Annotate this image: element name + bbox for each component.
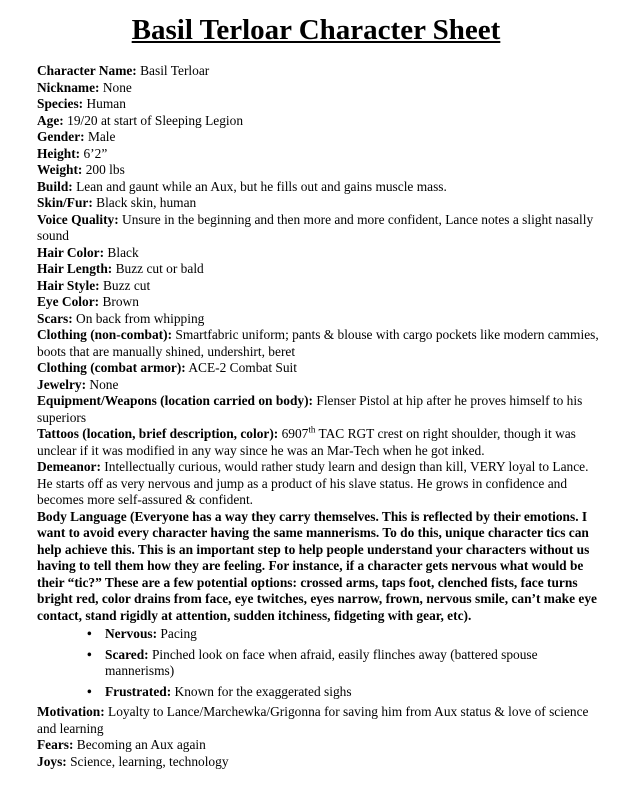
field-value: Loyalty to Lance/Marchewka/Grigonna for saving him from Aux status & love of science and learning: [37, 704, 589, 736]
field-row: [37, 129, 607, 146]
field-row: [37, 294, 607, 311]
field-value: Pinched look on face when afraid, easily flinches away (battered spouse mannerisms): [105, 646, 538, 678]
field-row: [37, 146, 607, 163]
field-label: Jewelry:: [37, 376, 87, 392]
field-label: Frustrated:: [105, 683, 172, 699]
field-row: [37, 63, 607, 80]
field-label: Scars:: [37, 310, 73, 326]
field-value: Black: [104, 244, 139, 260]
field-row: [37, 393, 607, 426]
field-label: Demeanor:: [37, 459, 101, 474]
field-row: [37, 245, 607, 262]
top-fields: [37, 63, 607, 426]
field-label: Scared:: [105, 646, 149, 662]
field-row: [37, 360, 607, 377]
field-label: Eye Color:: [37, 294, 100, 309]
field-label: Equipment/Weapons (location carried on body):: [37, 393, 314, 408]
field-label: Nickname:: [37, 79, 100, 95]
field-row: [37, 96, 607, 113]
field-label: Nervous:: [105, 626, 158, 641]
field-row: [87, 684, 607, 701]
field-value: None: [99, 79, 132, 95]
field-label: Clothing (combat armor):: [37, 360, 186, 375]
field-value: Science, learning, technology: [66, 753, 229, 769]
field-label: Build:: [37, 178, 73, 194]
field-label: Height:: [37, 145, 81, 161]
field-value: 200 lbs: [82, 162, 125, 177]
field-label: Age:: [37, 112, 64, 128]
field-value: Becoming an Aux again: [73, 737, 206, 752]
field-label: Hair Color:: [37, 244, 105, 260]
field-label: Motivation:: [37, 704, 105, 719]
field-label: Fears:: [37, 737, 74, 752]
field-row: [37, 261, 607, 278]
field-label: Hair Length:: [37, 261, 113, 276]
field-row: [37, 737, 607, 754]
mannerism-list: [37, 626, 607, 700]
body-language-paragraph: Body Language (Everyone has a way they carry themselves. This is reflected by their emotions. I want to avoid every character having the same mannerisms. To do this, unique character tics can help achieve this. This is an important step to help people understand your characters without us having to tell them how they are feeling. For instance, if a character gets nervous what would be their “tic?” These are a few potential options: crossed arms, taps foot, clenched fists, face turns bright red, color drains from face, eye twitches, eyes narrow, frown, nervous smile, can’t make eye contact, stand rigidly at attention, sudden itchiness, fidgeting with gear, etc).: [37, 508, 597, 623]
field-label: Character Name:: [37, 63, 137, 78]
field-row: [37, 212, 607, 245]
field-label: Voice Quality:: [37, 211, 119, 227]
field-row: [37, 162, 607, 179]
character-sheet-body: [37, 63, 607, 770]
field-value: Unsure in the beginning and then more and more confident, Lance notes a slight nasally sound: [37, 211, 594, 243]
field-value: Flenser Pistol at hip after he proves himself to his superiors: [37, 393, 583, 425]
field-value: Black skin, human: [92, 195, 197, 210]
field-row: [37, 754, 607, 771]
field-value: On back from whipping: [72, 310, 205, 326]
field-label: Tattoos (location, brief description, color):: [37, 426, 279, 441]
field-value: 6’2”: [80, 145, 108, 161]
field-label: Joys:: [37, 753, 67, 769]
field-label: Clothing (non-combat):: [37, 327, 173, 342]
field-label: Hair Style:: [37, 277, 100, 293]
field-row: [87, 647, 607, 680]
field-row: [37, 311, 607, 328]
field-value: Known for the exaggerated sighs: [171, 683, 352, 699]
field-value-sup: th: [308, 424, 316, 435]
field-label: Skin/Fur:: [37, 195, 93, 210]
field-value: Brown: [99, 294, 139, 309]
field-value-pre: 6907: [278, 426, 309, 441]
field-row: [37, 327, 607, 360]
field-value: None: [86, 376, 119, 392]
bottom-fields: [37, 704, 607, 770]
field-value: Lean and gaunt while an Aux, but he fills out and gains muscle mass.: [72, 178, 447, 194]
field-label: Gender:: [37, 129, 85, 144]
field-value: Pacing: [157, 626, 197, 641]
field-value: Intellectually curious, would rather study learn and design than kill, VERY loyal to Lance. He starts off as very nervous and jump as a product of his slave status. He grows in confidence and becomes more self-assured & confident.: [37, 459, 589, 507]
field-value: 19/20 at start of Sleeping Legion: [63, 112, 244, 128]
field-value: Human: [83, 96, 126, 111]
field-row: [37, 80, 607, 97]
field-row: [37, 278, 607, 295]
field-value: Male: [84, 129, 116, 144]
field-row: [37, 377, 607, 394]
field-tattoos: [37, 426, 607, 459]
field-value: Basil Terloar: [136, 63, 210, 78]
field-label: Weight:: [37, 162, 83, 177]
field-label: Species:: [37, 96, 84, 111]
field-row: [37, 195, 607, 212]
field-value: Buzz cut: [99, 277, 151, 293]
field-row: [37, 113, 607, 130]
field-demeanor: [37, 459, 607, 509]
field-row: [37, 179, 607, 196]
field-value: ACE-2 Combat Suit: [185, 360, 297, 375]
page-title: Basil Terloar Character Sheet: [131, 14, 501, 46]
field-row: [37, 704, 607, 737]
field-value: Smartfabric uniform; pants & blouse with cargo pockets like modern cammies, boots that are manually shined, undershirt, beret: [37, 327, 599, 359]
field-value: Buzz cut or bald: [112, 261, 204, 276]
field-row: [87, 626, 607, 643]
field-value-post: TAC RGT crest on right shoulder, though it was unclear if it was modified in any way since he was an Mar-Tech when he got inked.: [37, 426, 576, 458]
